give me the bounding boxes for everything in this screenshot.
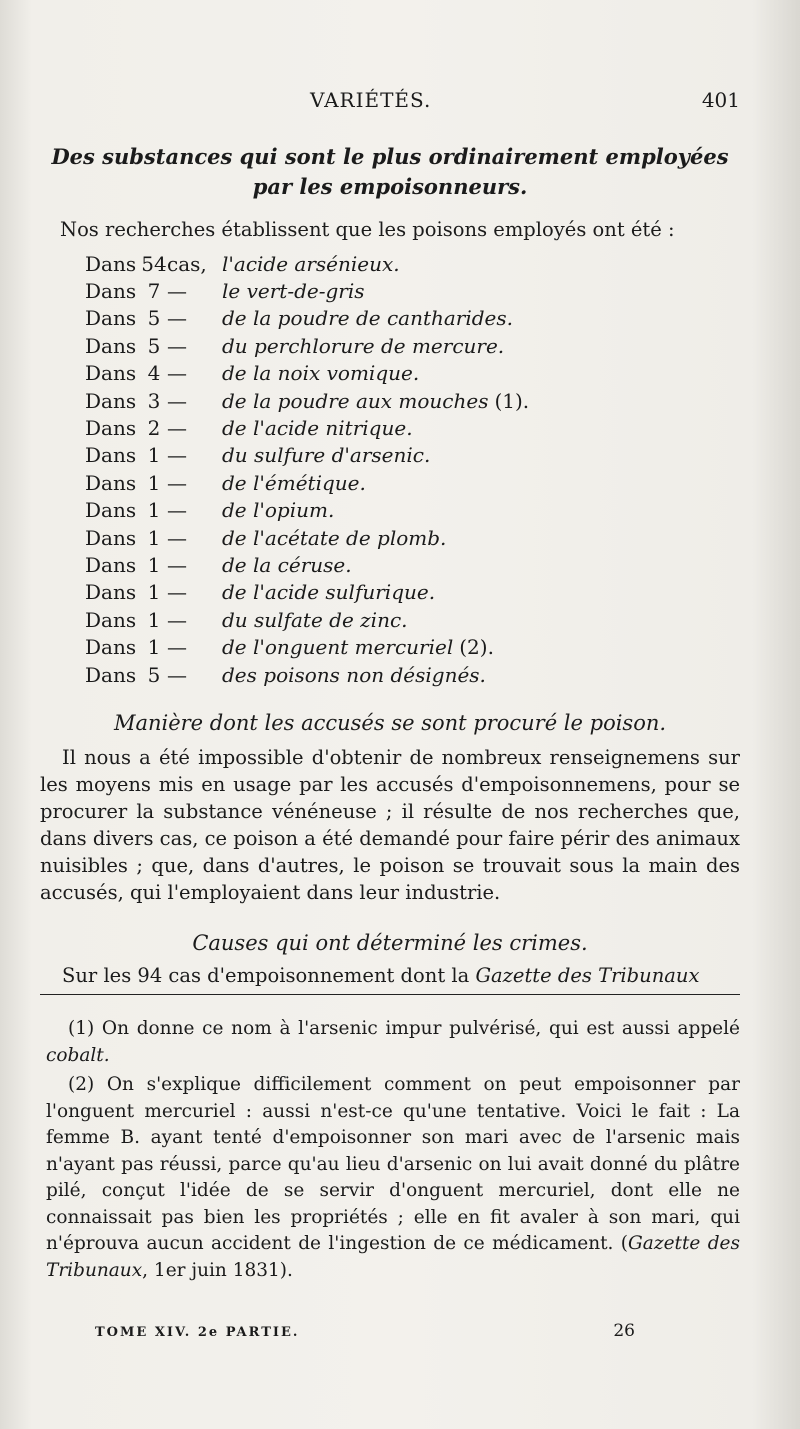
case-substance: du sulfure d'arsenic. (222, 443, 431, 468)
footnote-1-text: On donne ce nom à l'arsenic impur pulvérisé, qui est aussi appelé (101, 1018, 740, 1039)
case-separator: — (167, 470, 187, 495)
case-substance: de l'acide sulfurique. (222, 580, 436, 605)
case-substance: de l'opium. (222, 498, 335, 523)
case-separator: — (167, 333, 187, 358)
case-count: 1 (147, 635, 161, 660)
case-dans-label: Dans (85, 279, 137, 304)
case-dans-label: Dans (85, 388, 137, 413)
case-row (85, 360, 605, 387)
case-count: 1 (147, 498, 161, 523)
case-count: 1 (147, 443, 161, 468)
case-footnote-ref: (2). (459, 635, 494, 660)
footnote-2-gazette-title: Gazette des Tribunaux (46, 1233, 740, 1281)
case-row (85, 442, 605, 469)
case-dans-label: Dans (85, 470, 137, 495)
case-row (85, 250, 605, 277)
procurement-paragraph: Il nous a été impossible d'obtenir de nombreux renseignemens sur les moyens mis en usage par les accusés d'empoisonnemens, pour se procurer la substance vénéneuse ; il résulte de nos recherches que, dans divers cas, ce poison a été demandé pour faire périr des animaux nuisibles ; que, dans d'autres, le poison se trouvait sous la main des accusés, qui l'employaient dans leur industrie. (40, 746, 740, 904)
case-substance: de la poudre de cantharides. (222, 306, 514, 331)
case-separator: cas, (167, 251, 207, 276)
case-dans-label: Dans (85, 498, 137, 523)
case-dans-label: Dans (85, 552, 137, 577)
case-row (85, 387, 605, 414)
case-count: 5 (147, 662, 161, 687)
footnote-rule (40, 994, 740, 995)
case-dans-label: Dans (85, 662, 137, 687)
case-separator: — (167, 416, 187, 441)
case-dans-label: Dans (85, 416, 137, 441)
case-row (85, 551, 605, 578)
page-number: 401 (701, 88, 740, 112)
case-substance: de la noix vomique. (222, 361, 420, 386)
footnote-1-italic: cobalt. (46, 1044, 110, 1066)
case-row (85, 414, 605, 441)
causes-paragraph (40, 962, 740, 989)
case-dans-label: Dans (85, 251, 137, 276)
case-row (85, 524, 605, 551)
footnote-2-text: On s'explique difficilement comment on peut empoisonner par l'onguent mercuriel : aussi n'est-ce qu'une tentative. Voici le fait : La femme B. ayant tenté d'empoisonner son mari avec de l'arsenic mais n'ayant pas réussi, parce qu'au lieu d'arsenic on lui avait donné du plâtre pilé, conçut l'idée de se servir d'onguent mercuriel, dont elle ne connaissait pas bien les propriétés ; elle en fit avaler à son mari, qui n'éprouva aucun accident de l'ingestion de ce médicament. ( (46, 1074, 740, 1254)
case-list (85, 250, 605, 688)
case-substance: de l'émétique. (222, 470, 366, 495)
section-title-substances: Des substances qui sont le plus ordinairement employées par les empoisonneurs. (51, 144, 729, 199)
case-separator: — (167, 306, 187, 331)
case-count: 1 (147, 470, 161, 495)
case-dans-label: Dans (85, 607, 137, 632)
case-separator: — (167, 635, 187, 660)
case-substance: de l'acide nitrique. (222, 416, 413, 441)
footnote-1 (46, 1016, 740, 1069)
intro-paragraph: Nos recherches établissent que les poisons employés ont été : (60, 218, 675, 241)
case-count: 1 (147, 580, 161, 605)
case-row (85, 633, 605, 660)
case-separator: — (167, 388, 187, 413)
case-count: 1 (147, 607, 161, 632)
case-count: 2 (147, 416, 161, 441)
causes-gazette-title: Gazette des Tribunaux (475, 964, 700, 987)
case-separator: — (167, 525, 187, 550)
case-separator: — (167, 607, 187, 632)
footnote-2-end: , 1er juin 1831). (142, 1259, 293, 1281)
case-separator: — (167, 662, 187, 687)
footnote-1-marker: (1) (68, 1018, 95, 1039)
section-title-causes: Causes qui ont déterminé les crimes. (192, 931, 588, 955)
case-dans-label: Dans (85, 580, 137, 605)
case-count: 4 (147, 361, 161, 386)
case-separator: — (167, 279, 187, 304)
case-separator: — (167, 580, 187, 605)
case-substance: de la céruse. (222, 552, 352, 577)
case-row (85, 277, 605, 304)
section-title-procurement: Manière dont les accusés se sont procuré le poison. (113, 711, 667, 735)
case-footnote-ref: (1). (494, 388, 530, 413)
signature-mark: TOME XIV. 2e PARTIE. (95, 1325, 300, 1340)
case-substance: du sulfate de zinc. (222, 607, 408, 632)
case-dans-label: Dans (85, 361, 137, 386)
case-row (85, 606, 605, 633)
case-row (85, 661, 605, 688)
case-substance: des poisons non désignés. (222, 662, 486, 687)
case-substance: l'acide arsénieux. (222, 251, 400, 276)
footnote-2 (46, 1072, 740, 1284)
case-separator: — (167, 552, 187, 577)
case-dans-label: Dans (85, 333, 137, 358)
case-row (85, 469, 605, 496)
page-footer (95, 1321, 635, 1347)
case-count: 1 (147, 525, 161, 550)
case-dans-label: Dans (85, 443, 137, 468)
case-count: 54 (141, 251, 167, 276)
case-count: 5 (147, 333, 161, 358)
page-header (40, 88, 740, 118)
case-row (85, 305, 605, 332)
case-dans-label: Dans (85, 635, 137, 660)
case-separator: — (167, 498, 187, 523)
case-separator: — (167, 443, 187, 468)
case-count: 5 (147, 306, 161, 331)
case-row (85, 332, 605, 359)
case-dans-label: Dans (85, 525, 137, 550)
running-head: VARIÉTÉS. (310, 88, 432, 112)
case-dans-label: Dans (85, 306, 137, 331)
case-count: 1 (147, 552, 161, 577)
footnote-2-marker: (2) (68, 1074, 95, 1095)
case-substance: de l'onguent mercuriel (222, 635, 454, 660)
case-substance: du perchlorure de mercure. (222, 333, 505, 358)
case-row (85, 497, 605, 524)
case-count: 3 (147, 388, 161, 413)
case-substance: le vert-de-gris (222, 279, 365, 304)
sheet-number: 26 (613, 1321, 635, 1341)
case-separator: — (167, 361, 187, 386)
case-substance: de la poudre aux mouches (222, 388, 489, 413)
case-row (85, 579, 605, 606)
case-substance: de l'acétate de plomb. (222, 525, 447, 550)
causes-text: Sur les 94 cas d'empoisonnement dont la (62, 964, 476, 987)
case-count: 7 (147, 279, 161, 304)
